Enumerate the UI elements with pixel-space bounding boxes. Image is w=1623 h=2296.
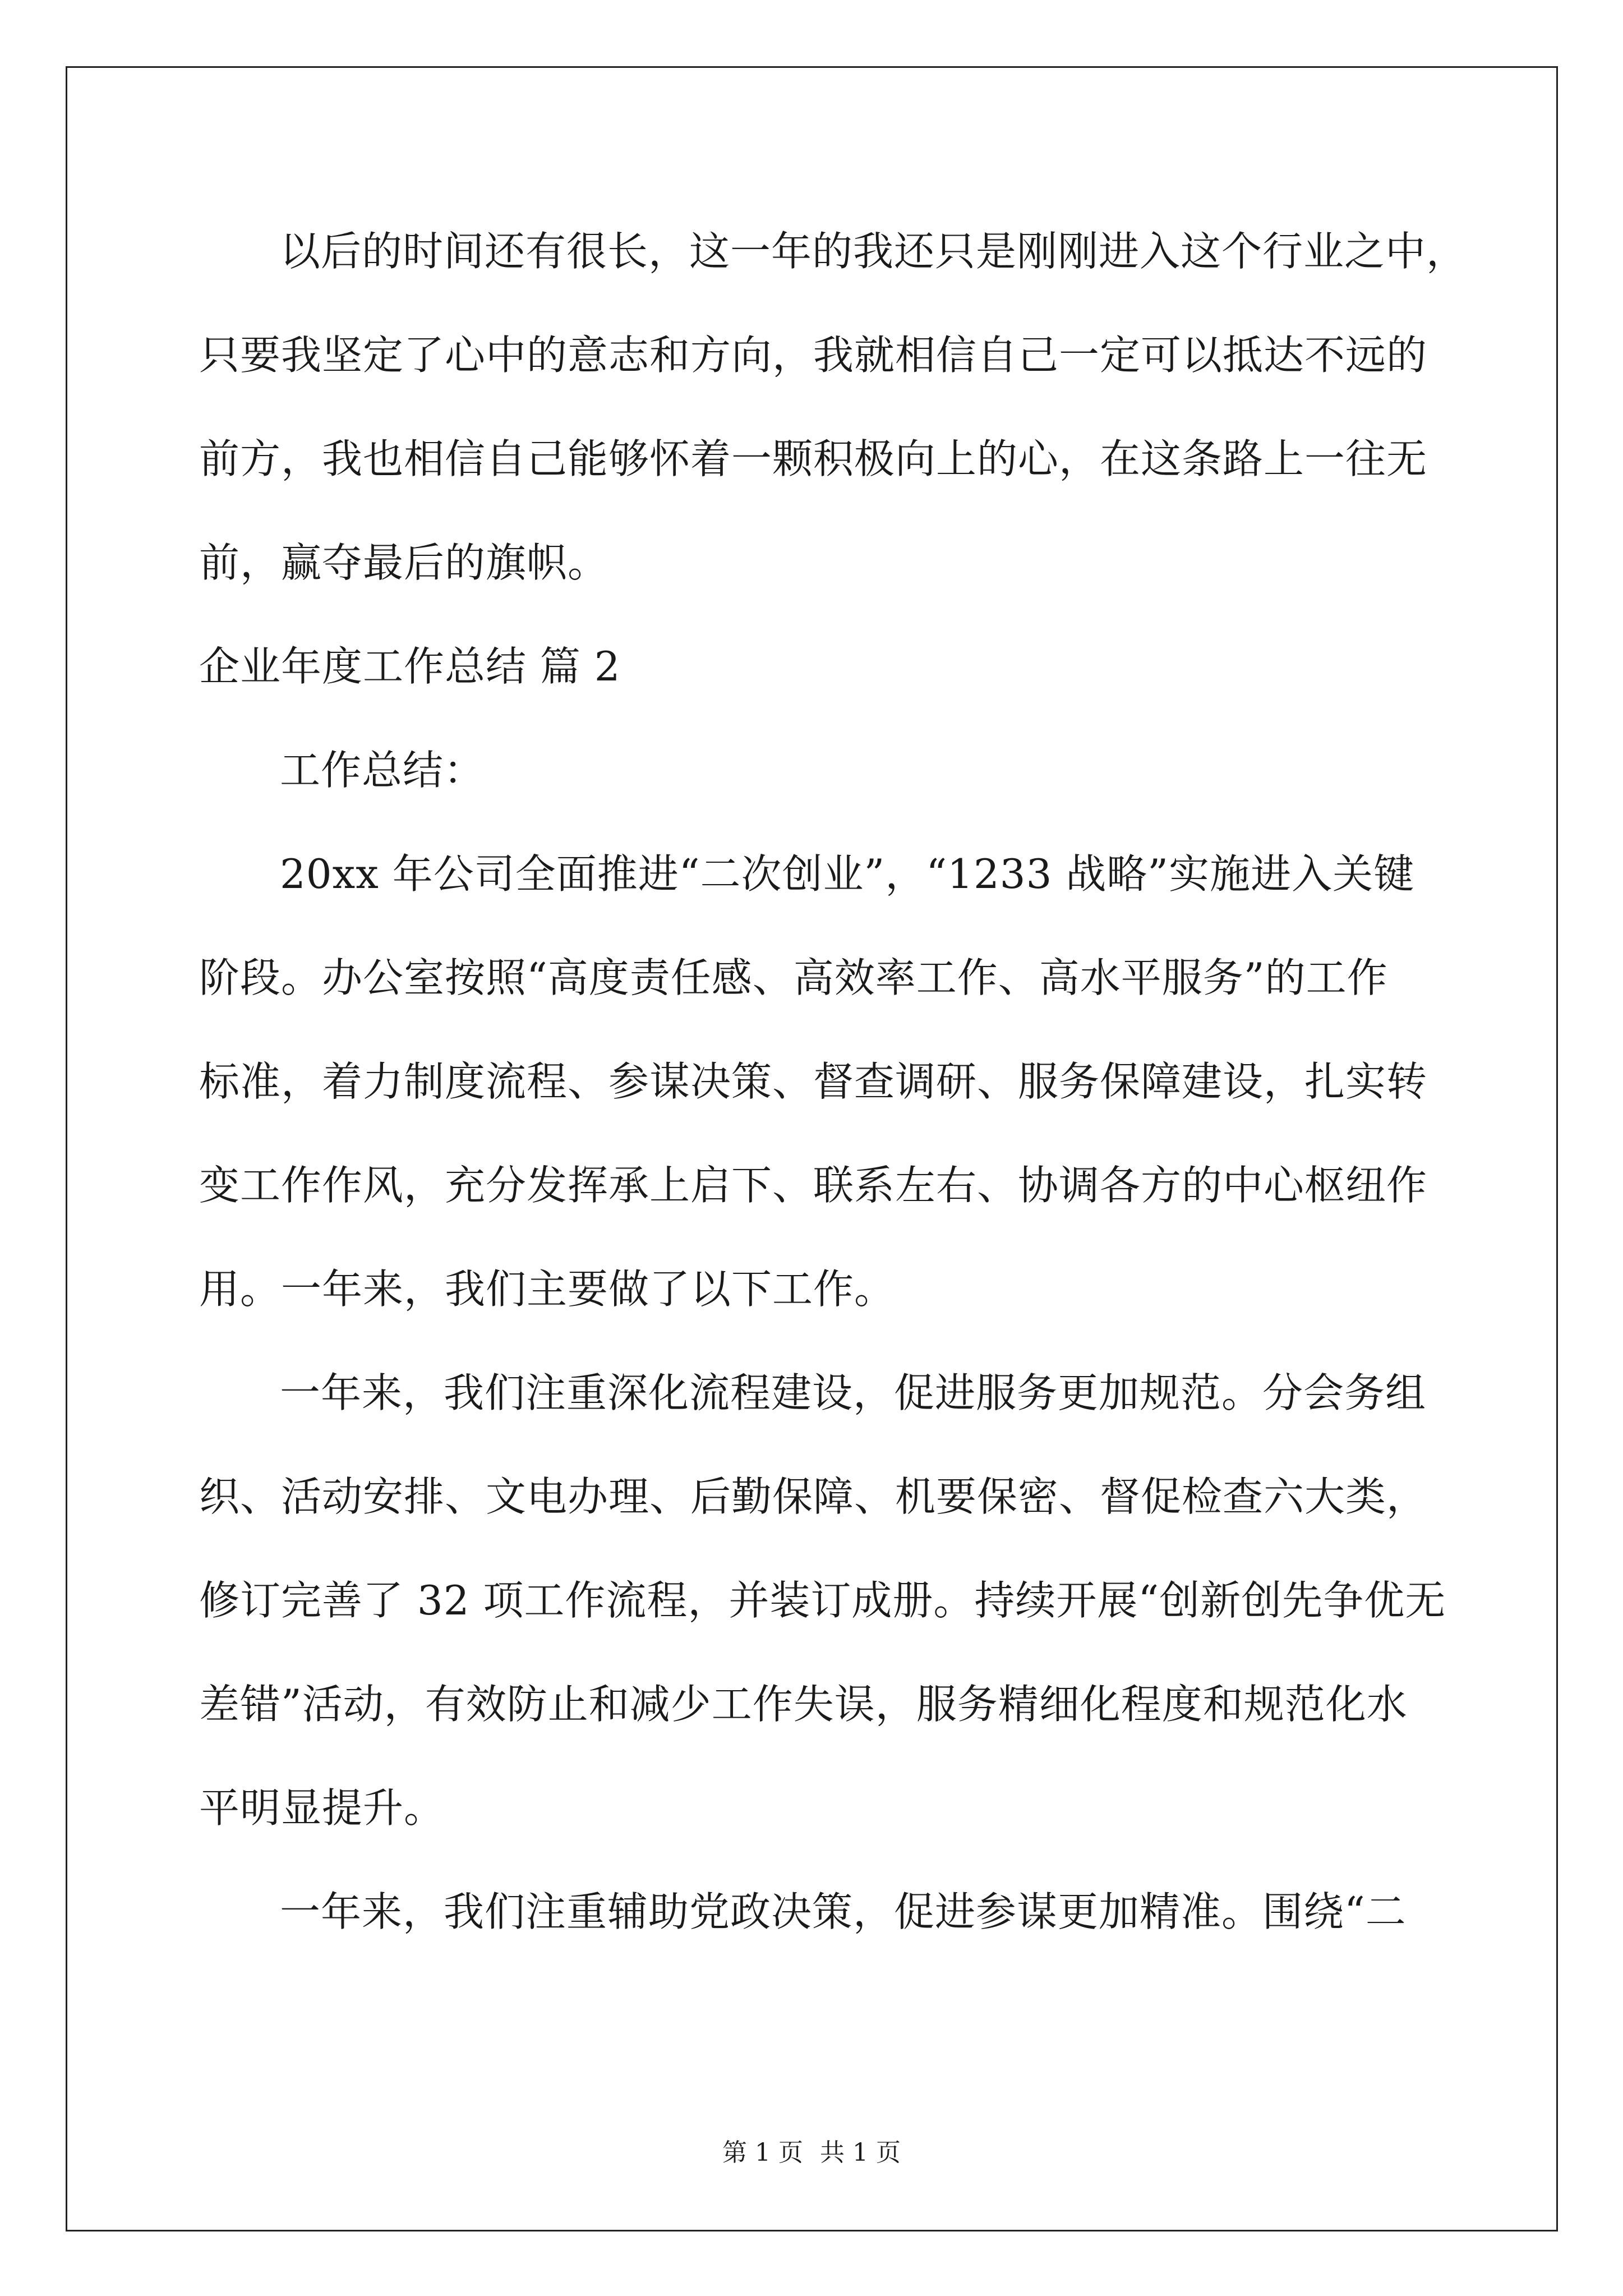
paragraph-line: 前，赢夺最后的旗帜。 xyxy=(199,539,609,586)
paragraph-line: 以后的时间还有很长，这一年的我还只是刚刚进入这个行业之中， xyxy=(280,228,1468,275)
paragraph-line: 差错”活动，有效防止和减少工作失误，服务精细化程度和规范化水 xyxy=(199,1681,1408,1728)
paragraph-line: 用。一年来，我们主要做了以下工作。 xyxy=(199,1266,896,1313)
paragraph-line: 修订完善了 32 项工作流程，并装订成册。持续开展“创新创先争优无 xyxy=(199,1577,1446,1624)
section-heading: 企业年度工作总结 篇 2 xyxy=(199,643,621,690)
page-number: 第 1 页 xyxy=(722,2138,803,2167)
paragraph-line: 织、活动安排、文电办理、后勤保障、机要保密、督促检查六大类， xyxy=(199,1473,1428,1520)
paragraph-line: 阶段。办公室按照“高度责任感、高效率工作、高水平服务”的工作 xyxy=(199,954,1388,1001)
paragraph-line: 一年来，我们注重深化流程建设，促进服务更加规范。分会务组 xyxy=(280,1369,1427,1416)
paragraph-line: 20xx 年公司全面推进“二次创业”，“1233 战略”实施进入关键 xyxy=(280,850,1415,898)
paragraph-line: 变工作作风，充分发挥承上启下、联系左右、协调各方的中心枢纽作 xyxy=(199,1162,1428,1209)
paragraph-line: 只要我坚定了心中的意志和方向，我就相信自己一定可以抵达不远的 xyxy=(199,332,1428,379)
paragraph-line: 前方，我也相信自己能够怀着一颗积极向上的心，在这条路上一往无 xyxy=(199,435,1428,482)
subheading: 工作总结： xyxy=(280,747,485,794)
page-total: 共 1 页 xyxy=(820,2138,901,2167)
paragraph-line: 平明显提升。 xyxy=(199,1784,445,1832)
paragraph-line: 标准，着力制度流程、参谋决策、督查调研、服务保障建设，扎实转 xyxy=(199,1058,1428,1105)
page-footer xyxy=(0,2136,1623,2170)
paragraph-line: 一年来，我们注重辅助党政决策，促进参谋更加精准。围绕“二 xyxy=(280,1888,1407,1935)
